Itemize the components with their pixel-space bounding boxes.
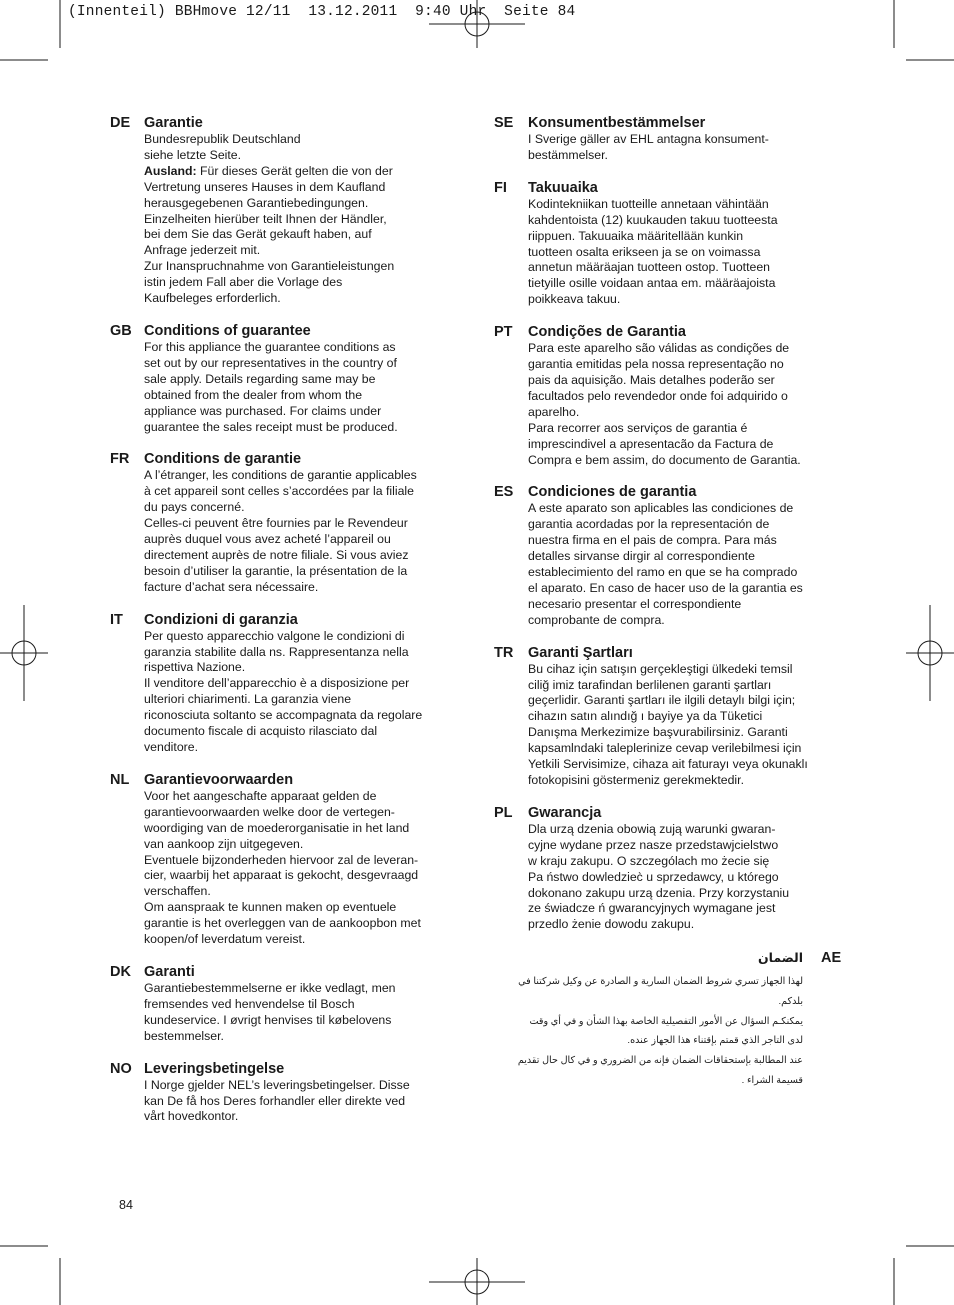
right-column bbox=[494, 114, 854, 948]
language-code: GB bbox=[110, 322, 132, 339]
section-title: Garantievoorwaarden bbox=[144, 771, 294, 788]
arabic-line: عند المطالبة بإستحقاقات الضمان فإنه من الضروري و في كال حال تقديم bbox=[517, 1055, 803, 1067]
section-lead: Bundesrepublik Deutschland siehe letzte Seite. bbox=[144, 132, 301, 162]
section-body: Dla urzą dzenia obowią zują warunki gwaran- cyjne wydane przez nasze przedstawjcielstwo w kraju zakupu. O szczególach mo żecie się Pa ństwo dowledziec̀ u sprzedawcy, u którego dokonano zakupu urzą dzenia. Przy korzystaniu ze świadcze ń gwarancyjnych wymagane jest przedlo żenie dowodu zakupu. bbox=[528, 821, 790, 932]
section-title: Garanti bbox=[144, 963, 195, 980]
section-fi bbox=[494, 179, 854, 308]
section-body bbox=[510, 972, 803, 1091]
section-body bbox=[144, 132, 470, 307]
section-title: Condizioni di garanzia bbox=[144, 611, 298, 628]
section-heading bbox=[110, 322, 470, 340]
section-title: Condições de Garantia bbox=[528, 324, 686, 341]
section-body: For this appliance the guarantee conditions as set out by our representatives in the country of sale apply. Details regarding same may be obtained from the dealer from whom the appliance was purchased. For claims under guarantee the sales receipt must be produced. bbox=[144, 339, 398, 434]
section-heading bbox=[110, 114, 470, 132]
section-text: Für dieses Gerät gelten die von der Vertretung unseres Hauses in dem Kaufland herausgegebenen Garantiebedingungen. Einzelheiten hierüber teilt Ihnen der Händler, bei dem Sie das Gerät gekauft haben, auf Anfrage jederzeit mit. Zur Inanspruchnahme von Garantieleistungen istin jedem Fall aber die Vorlage des Kaufbeleges erforderlich. bbox=[144, 163, 395, 306]
section-nl bbox=[110, 771, 470, 948]
section-gb bbox=[110, 322, 470, 435]
arabic-line: يمكنكـم السؤال عن الأمور التفصيلية الخاصة بهذا الشأن و في أي وقت bbox=[529, 1015, 803, 1027]
language-code: DE bbox=[110, 115, 131, 131]
section-pl bbox=[494, 804, 854, 933]
section-title: Takuuaika bbox=[528, 179, 598, 196]
language-code: IT bbox=[110, 611, 123, 628]
language-code: DK bbox=[110, 963, 131, 980]
section-de bbox=[110, 114, 470, 307]
language-code: ES bbox=[494, 484, 514, 501]
section-heading bbox=[494, 179, 854, 197]
section-body: I Norge gjelder NEL’s leveringsbetingelser. Disse kan De få hos Deres forhandler eller direkte ved vårt hovedkontor. bbox=[144, 1077, 410, 1124]
language-code: PT bbox=[494, 324, 513, 341]
section-fr bbox=[110, 450, 470, 595]
section-title: Konsumentbestämmelser bbox=[528, 115, 706, 131]
language-code: SE bbox=[494, 115, 514, 131]
section-title: Garanti Şartları bbox=[528, 644, 633, 661]
section-dk bbox=[110, 963, 470, 1045]
left-column bbox=[110, 114, 470, 1140]
section-heading bbox=[110, 1060, 470, 1078]
language-code: TR bbox=[494, 644, 514, 661]
language-code: FI bbox=[494, 179, 507, 196]
section-title: Leveringsbetingelse bbox=[144, 1060, 285, 1077]
section-heading bbox=[494, 804, 854, 822]
language-code: NO bbox=[110, 1060, 132, 1077]
section-body: Bu cihaz için satışın gerçekleştigi ülkedeki temsil ciliğ imiz tarafindan berlilenen garanti şartları geçerlidir. Garanti şartları ile ilgili detaylı bilgi için; cihazın satın alındığ ı bayiye ya da Tüketici Danışma Merkezimize başvurabilirsiniz. Garanti kapsamlndaki taleplerinize cevap verilebilmesi için Yetkili Servisimize, cihaza ait faturayı veya okunaklı fotokopisini göstermeniz gerekmektedir. bbox=[528, 661, 808, 787]
section-no bbox=[110, 1060, 470, 1126]
section-body: Kodintekniikan tuotteille annetaan vähintään kahdentoista (12) kuukauden takuu tuotteesta riippuen. Takuuaika määritellään kunkin tuotteen osalta erikseen ja se on voimassa annetun määräajan tuotteen ostop. Tuotteen tietyille osille voidaan antaa em. määräajoista poikkeava takuu. bbox=[528, 196, 778, 307]
language-code: NL bbox=[110, 771, 130, 788]
page-number: 84 bbox=[119, 1198, 133, 1212]
section-title: Conditions of guarantee bbox=[144, 322, 311, 339]
section-it bbox=[110, 611, 470, 756]
section-tr bbox=[494, 644, 854, 789]
section-heading bbox=[110, 450, 470, 468]
section-se bbox=[494, 114, 854, 164]
section-body: A l’étranger, les conditions de garantie applicables à cet appareil sont celles s’accordées par la filiale du pays concerné. Celles-ci peuvent être fournies par le Revendeur auprès duquel vous avez acheté l’appareil ou directement auprès de notre filiale. Si vous aviez besoin d’utiliser la garantie, la présentation de la facture d’achat sera nécessaire. bbox=[144, 468, 417, 594]
arabic-line: لدى التاجر الذي قمتم بإقتناء هذا الجهاز عنده. bbox=[627, 1035, 803, 1047]
section-heading bbox=[494, 323, 854, 341]
section-body: Garantiebestemmelserne er ikke vedlagt, men fremsendes ved henvendelse til Bosch kundeservice. I øvrigt henvises til købelovens bestemmelser. bbox=[144, 980, 396, 1043]
section-heading bbox=[494, 114, 854, 132]
section-heading bbox=[110, 771, 470, 789]
arabic-line: لهذا الجهاز تسري شروط الضمان السارية و الصادرة عن وكيل شركتنا في bbox=[518, 976, 803, 987]
section-body: I Sverige gäller av EHL antagna konsument- bestämmelser. bbox=[528, 132, 769, 162]
section-title: Garantie bbox=[144, 115, 203, 131]
section-title: Gwarancja bbox=[528, 804, 602, 821]
section-heading bbox=[494, 644, 854, 662]
section-heading bbox=[494, 483, 854, 501]
language-code: FR bbox=[110, 451, 130, 468]
language-code: PL bbox=[494, 804, 513, 821]
section-heading bbox=[110, 963, 470, 981]
section-body: Voor het aangeschafte apparaat gelden de garantievoorwaarden welke door de vertegen- woordiging van de moederorganisatie in het land van aankoop zijn uitgegeven. Eventuele bijzonderheden hiervoor zal de leveran- cier, waarbij het apparaat is gekocht, desgevraagd verschaffen. Om aanspraak te kunnen maken op eventuele garantie is het overleggen van de aankoopbon met koopen/of leverdatum vereist. bbox=[144, 788, 421, 947]
language-code: AE bbox=[821, 950, 842, 966]
section-title: Condiciones de garantia bbox=[528, 484, 697, 501]
print-slug: (Innenteil) BBHmove 12/11 13.12.2011 9:40 Uhr Seite 84 bbox=[68, 4, 576, 20]
section-body: Para este aparelho são válidas as condições de garantia emitidas pela nossa representação no pais da aquisição. Mais detalhes poderão ser facultados pelo revendedor onde foi adquirido o aparelho. Para recorrer aos serviços de garantia é imprescindivel a apresentacão da Factura de Compra e bem assim, do documento de Garantia. bbox=[528, 341, 801, 467]
section-title: Conditions de garantie bbox=[144, 451, 302, 468]
section-body: Per questo apparecchio valgone le condizioni di garanzia stabilite dalla ns. Rappresentanza nella rispettiva Nazione. Il venditore dell’apparecchio è a disposizione per ulteriori chiarimenti. La garanzia viene riconosciuta soltanto se accompagnata da regolare documento fiscale di acquisto rilasciato dal venditore. bbox=[144, 628, 423, 754]
section-title: الضمان bbox=[757, 951, 803, 965]
section-es bbox=[494, 483, 854, 628]
arabic-line: بلدكم. bbox=[778, 995, 803, 1007]
section-pt bbox=[494, 323, 854, 468]
bold-label: Ausland: bbox=[144, 163, 197, 178]
arabic-line: قسيمة الشراء . bbox=[741, 1074, 803, 1086]
section-ae bbox=[510, 950, 845, 1091]
section-body: A este aparato son aplicables las condiciones de garantia acordadas por la representación de nuestra firma en el pais de compra. Para más detalles sirvanse dirgir al correspondiente establecimiento del ramo en que se ha comprado el aparato. En caso de hacer uso de la garantia es necesario presentar el correspondiente comprobante de compra. bbox=[528, 501, 803, 627]
section-heading bbox=[110, 611, 470, 629]
section-heading bbox=[510, 950, 845, 966]
